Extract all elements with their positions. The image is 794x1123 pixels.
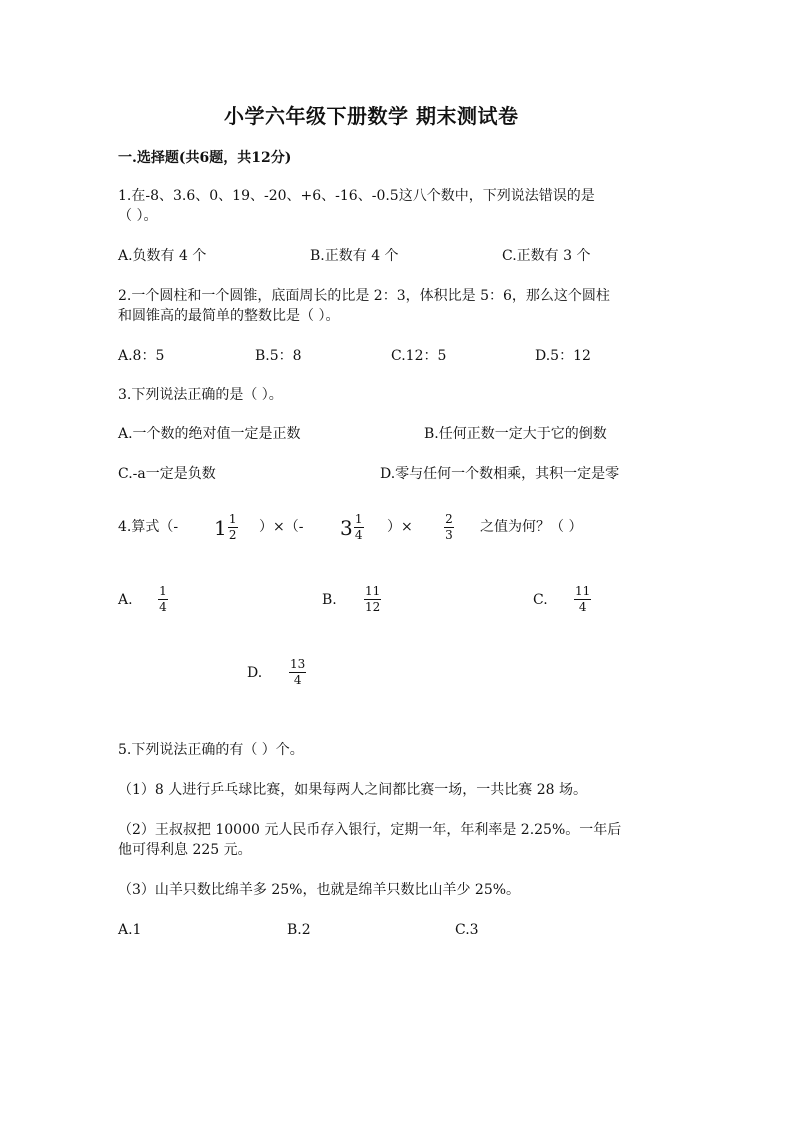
q4-mixed-number-2 bbox=[340, 513, 364, 542]
q4-option-a-fraction bbox=[158, 585, 168, 614]
q4-option-a-label: A. bbox=[118, 592, 133, 608]
q4-option-b-label: B. bbox=[322, 592, 337, 608]
fraction-denominator: 4 bbox=[354, 528, 363, 542]
q2-text-line1: 2.一个圆柱和一个圆锥，底面周长的比是 2：3，体积比是 5：6，那么这个圆柱 bbox=[118, 288, 610, 304]
q1-option-c: C.正数有 3 个 bbox=[502, 248, 591, 264]
q1-option-a: A.负数有 4 个 bbox=[118, 248, 207, 264]
q5-option-b: B.2 bbox=[287, 922, 311, 938]
q4-option-c-fraction bbox=[574, 585, 591, 614]
q4-option-c-label: C. bbox=[533, 592, 548, 608]
mixed-fraction bbox=[228, 513, 238, 542]
q4-operator-1: ）×（- bbox=[259, 519, 304, 535]
fraction-denominator: 4 bbox=[159, 600, 167, 614]
q4-option-d-fraction bbox=[289, 658, 306, 687]
fraction-numerator: 11 bbox=[575, 584, 591, 598]
q5-option-a: A.1 bbox=[118, 922, 142, 938]
fraction-numerator: 1 bbox=[159, 584, 167, 598]
page-title: 小学六年级下册数学 期末测试卷 bbox=[224, 104, 519, 128]
fraction-numerator: 1 bbox=[228, 512, 237, 526]
fraction-denominator: 3 bbox=[445, 528, 453, 542]
fraction-numerator: 1 bbox=[354, 512, 363, 526]
fraction-numerator: 2 bbox=[445, 512, 453, 526]
mixed-whole: 3 bbox=[340, 515, 353, 540]
q2-option-b: B.5：8 bbox=[255, 348, 302, 364]
q4-suffix: 之值为何？（ ） bbox=[480, 519, 583, 535]
q1-option-b: B.正数有 4 个 bbox=[310, 248, 399, 264]
q2-option-d: D.5：12 bbox=[535, 348, 591, 364]
q2-option-a: A.8：5 bbox=[118, 348, 165, 364]
mixed-whole: 1 bbox=[214, 515, 227, 540]
q5-statement-1: （1）8 人进行乒乓球比赛，如果每两人之间都比赛一场，一共比赛 28 场。 bbox=[118, 782, 587, 798]
fraction-denominator: 2 bbox=[228, 528, 237, 542]
q1-text-line1: 1.在-8、3.6、0、19、-20、+6、-16、-0.5这八个数中，下列说法错误的是 bbox=[118, 188, 595, 204]
q5-option-c: C.3 bbox=[455, 922, 479, 938]
q3-text: 3.下列说法正确的是（ ）。 bbox=[118, 387, 283, 403]
q5-statement-2-line1: （2）王叔叔把 10000 元人民币存入银行，定期一年，年利率是 2.25%。一年后 bbox=[118, 822, 622, 838]
q4-operator-2: ）× bbox=[387, 519, 413, 535]
q3-option-a: A.一个数的绝对值一定是正数 bbox=[118, 426, 301, 442]
q4-option-d-label: D. bbox=[247, 665, 263, 681]
q4-fraction-3 bbox=[444, 513, 454, 542]
fraction-denominator: 12 bbox=[365, 600, 381, 614]
section-heading: 一.选择题(共6题，共12分) bbox=[118, 150, 292, 166]
q3-option-d: D.零与任何一个数相乘，其积一定是零 bbox=[380, 466, 620, 482]
q2-text-line2: 和圆锥高的最简单的整数比是（ ）。 bbox=[118, 308, 340, 324]
q3-option-b: B.任何正数一定大于它的倒数 bbox=[424, 426, 607, 442]
q4-option-b-fraction bbox=[364, 585, 381, 614]
q1-text-line2: （ ）。 bbox=[118, 208, 158, 224]
q5-statement-2-line2: 他可得利息 225 元。 bbox=[118, 842, 252, 858]
mixed-fraction bbox=[354, 513, 364, 542]
fraction-numerator: 11 bbox=[365, 584, 381, 598]
q2-option-c: C.12：5 bbox=[391, 348, 447, 364]
q3-option-c: C.-a一定是负数 bbox=[118, 466, 216, 482]
q5-statement-3: （3）山羊只数比绵羊多 25%，也就是绵羊只数比山羊少 25%。 bbox=[118, 882, 521, 898]
q5-text: 5.下列说法正确的有（ ）个。 bbox=[118, 742, 304, 758]
fraction-denominator: 4 bbox=[293, 673, 302, 687]
fraction-denominator: 4 bbox=[578, 600, 587, 614]
q4-prefix: 4.算式（- bbox=[118, 519, 179, 535]
q4-mixed-number-1 bbox=[214, 513, 238, 542]
fraction-numerator: 13 bbox=[290, 657, 306, 671]
